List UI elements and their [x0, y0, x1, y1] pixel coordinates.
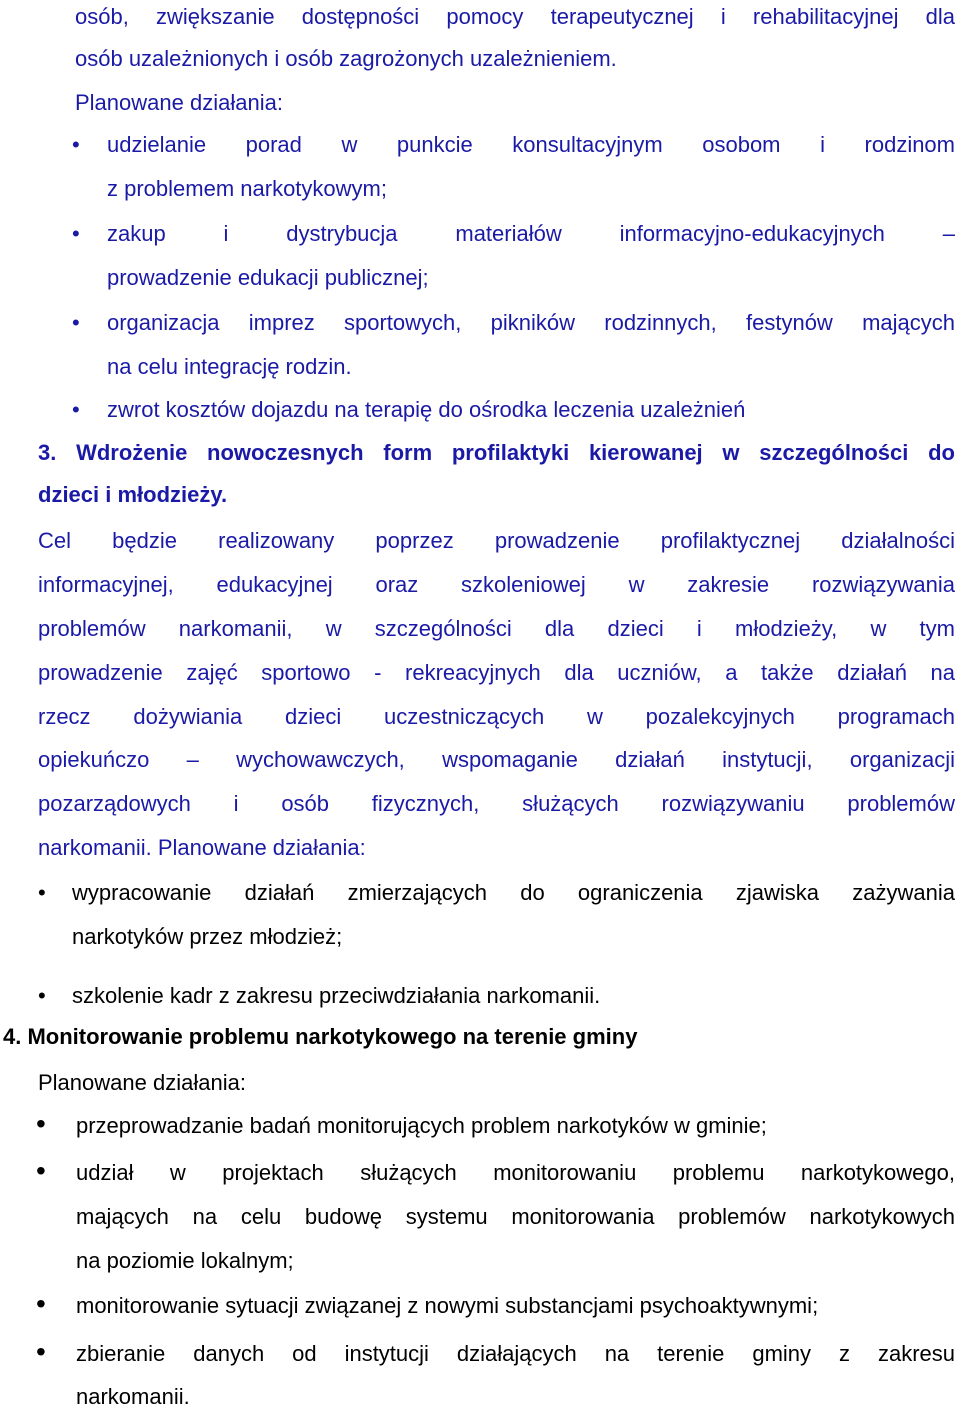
list-item-continuation: z problemem narkotykowym; — [107, 176, 387, 201]
bullet-icon: • — [36, 1288, 46, 1319]
list-item: zakup i dystrybucja materiałów informacyjno-edukacyjnych – — [107, 221, 955, 246]
list-item-continuation: prowadzenie edukacji publicznej; — [107, 265, 429, 290]
paragraph-line: problemów narkomanii, w szczególności dla dzieci i młodzieży, w tym — [38, 616, 955, 641]
planned-actions-label: Planowane działania: — [75, 90, 283, 115]
bullet-icon: • — [36, 1336, 46, 1367]
list-item: udział w projektach służących monitorowaniu problemu narkotykowego, — [76, 1160, 955, 1185]
bullet-icon: • — [36, 1108, 46, 1139]
list-item: szkolenie kadr z zakresu przeciwdziałania narkomanii. — [72, 983, 601, 1008]
list-item-continuation: narkomanii. — [76, 1384, 190, 1409]
list-item-continuation: na celu integrację rodzin. — [107, 354, 352, 379]
section-heading: 4. Monitorowanie problemu narkotykowego na terenie gminy — [3, 1024, 638, 1049]
list-item: organizacja imprez sportowych, pikników rodzinnych, festynów mających — [107, 310, 955, 335]
bullet-icon: • — [72, 221, 80, 246]
list-item-continuation: narkotyków przez młodzież; — [72, 924, 343, 949]
paragraph-line: osób uzależnionych i osób zagrożonych uzależnieniem. — [75, 46, 617, 71]
paragraph-line: narkomanii. Planowane działania: — [38, 835, 366, 860]
bullet-icon: • — [38, 880, 46, 905]
list-item: zbieranie danych od instytucji działających na terenie gminy z zakresu — [76, 1341, 955, 1366]
list-item-continuation: na poziomie lokalnym; — [76, 1248, 294, 1273]
list-item: udzielanie porad w punkcie konsultacyjnym osobom i rodzinom — [107, 132, 955, 157]
list-item-continuation: mających na celu budowę systemu monitorowania problemów narkotykowych — [76, 1204, 955, 1229]
paragraph-line: informacyjnej, edukacyjnej oraz szkoleniowej w zakresie rozwiązywania — [38, 572, 955, 597]
paragraph-line: Cel będzie realizowany poprzez prowadzenie profilaktycznej działalności — [38, 528, 955, 553]
bullet-icon: • — [38, 983, 46, 1008]
section-heading-continuation: dzieci i młodzieży. — [38, 482, 228, 507]
bullet-icon: • — [36, 1155, 46, 1186]
paragraph-line: osób, zwiększanie dostępności pomocy terapeutycznej i rehabilitacyjnej dla — [75, 4, 955, 29]
section-heading: 3. Wdrożenie nowoczesnych form profilaktyki kierowanej w szczególności do — [38, 440, 955, 465]
bullet-icon: • — [72, 310, 80, 335]
paragraph-line: prowadzenie zajęć sportowo - rekreacyjnych dla uczniów, a także działań na — [38, 660, 955, 685]
bullet-icon: • — [72, 132, 80, 157]
paragraph-line: pozarządowych i osób fizycznych, służących rozwiązywaniu problemów — [38, 791, 955, 816]
list-item: wypracowanie działań zmierzających do ograniczenia zjawiska zażywania — [72, 880, 955, 905]
paragraph-line: rzecz dożywiania dzieci uczestniczących w pozalekcyjnych programach — [38, 704, 955, 729]
list-item: zwrot kosztów dojazdu na terapię do ośrodka leczenia uzależnień — [107, 397, 746, 422]
planned-actions-label: Planowane działania: — [38, 1070, 246, 1095]
paragraph-line: opiekuńczo – wychowawczych, wspomaganie działań instytucji, organizacji — [38, 747, 955, 772]
list-item: monitorowanie sytuacji związanej z nowymi substancjami psychoaktywnymi; — [76, 1293, 819, 1318]
list-item: przeprowadzanie badań monitorujących problem narkotyków w gminie; — [76, 1113, 767, 1138]
bullet-icon: • — [72, 397, 80, 422]
